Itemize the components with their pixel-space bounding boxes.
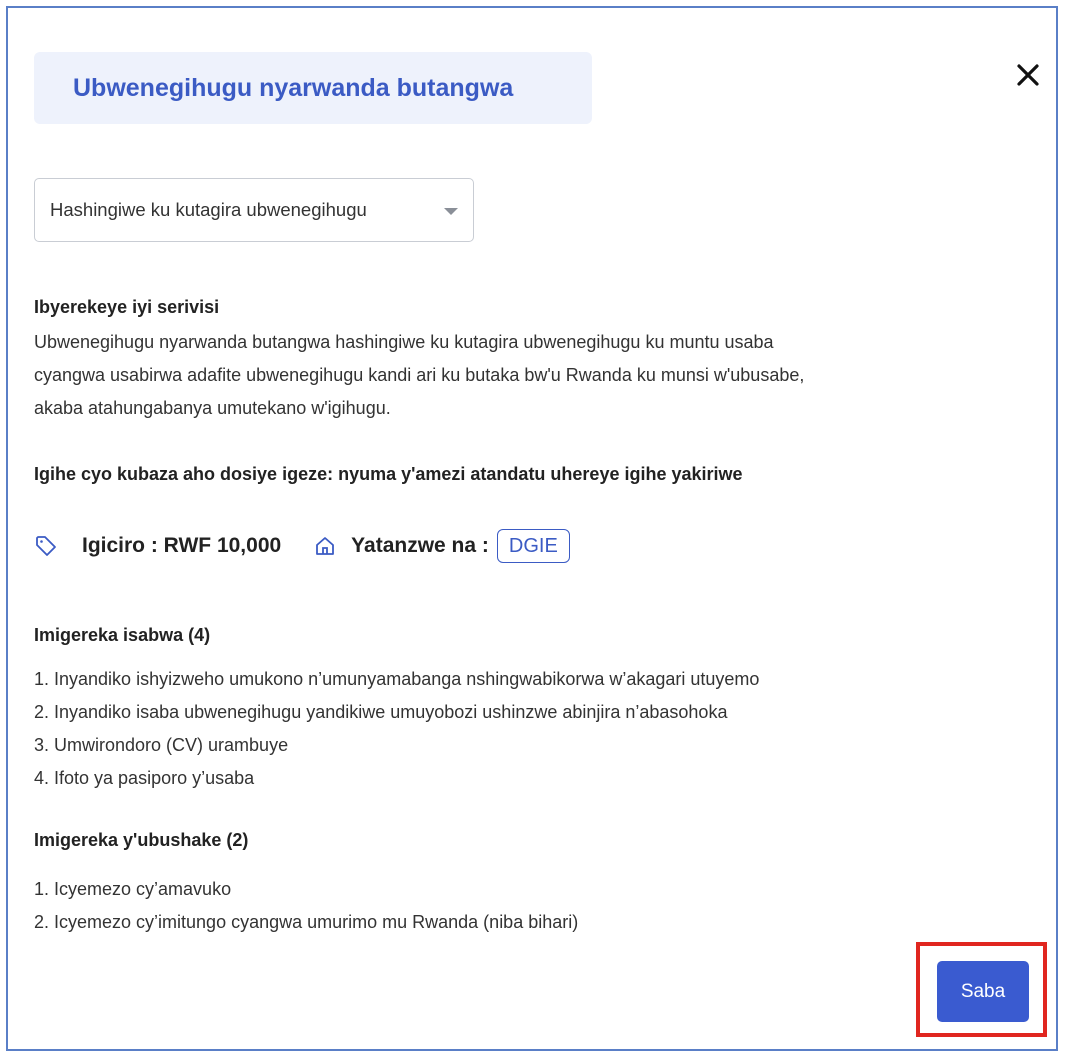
list-item: 2. Icyemezo cy’imitungo cyangwa umurimo mu Rwanda (niba bihari) xyxy=(34,912,579,932)
close-icon xyxy=(1012,59,1044,91)
price-label: Igiciro : RWF 10,000 xyxy=(82,534,282,557)
service-dialog xyxy=(6,6,1058,1051)
list-item: 2. Inyandiko isaba ubwenegihugu yandikiwe umuyobozi ushinzwe abinjira n’abasohoka xyxy=(34,702,728,722)
about-line: Ubwenegihugu nyarwanda butangwa hashingiwe ku kutagira ubwenegihugu ku muntu usaba xyxy=(34,332,774,352)
list-item: 1. Icyemezo cy’amavuko xyxy=(34,879,232,899)
list-item: 3. Umwirondoro (CV) urambuye xyxy=(34,735,289,755)
about-line: akaba atahungabanya umutekano w'igihugu. xyxy=(34,398,391,418)
dialog-title: Ubwenegihugu nyarwanda butangwa xyxy=(73,73,514,102)
criteria-select-value: Hashingiwe ku kutagira ubwenegihugu xyxy=(50,199,367,220)
about-heading: Ibyerekeye iyi serivisi xyxy=(34,297,220,317)
close-button[interactable] xyxy=(1012,59,1044,91)
price-issuer-row xyxy=(34,528,570,564)
issuer-label: Yatanzwe na : xyxy=(351,534,489,557)
home-icon xyxy=(313,534,337,558)
list-item: 1. Inyandiko ishyizweho umukono n’umunyamabanga nshingwabikorwa w’akagari utuyemo xyxy=(34,669,760,689)
chevron-down-icon xyxy=(444,208,458,215)
criteria-select[interactable] xyxy=(34,178,474,242)
optional-docs-heading: Imigereka y'ubushake (2) xyxy=(34,830,249,850)
about-line: cyangwa usabirwa adafite ubwenegihugu kandi ari ku butaka bw'u Rwanda ku munsi w'ubusabe, xyxy=(34,365,805,385)
required-docs-list xyxy=(34,663,759,795)
required-docs-heading: Imigereka isabwa (4) xyxy=(34,625,211,645)
dialog-title-box xyxy=(34,52,592,124)
optional-docs-list xyxy=(34,873,578,939)
processing-time: Igihe cyo kubaza aho dosiye igeze: nyuma y'amezi atandatu uhereye igihe yakiriwe xyxy=(34,464,743,484)
apply-button[interactable]: Saba xyxy=(937,961,1029,1022)
list-item: 4. Ifoto ya pasiporo y’usaba xyxy=(34,768,255,788)
about-description xyxy=(34,326,1034,425)
issuer-badge: DGIE xyxy=(497,529,570,563)
tag-icon xyxy=(34,534,58,558)
